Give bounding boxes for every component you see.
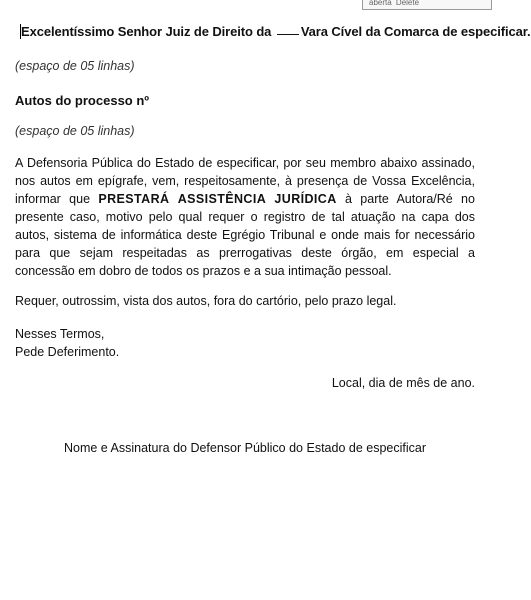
blank-line-field [277, 34, 299, 35]
heading-text-end: Vara Cível da Comarca de especificar. [300, 24, 531, 39]
spacing-note-1: (espaço de 05 linhas) [15, 59, 135, 73]
body-text-end: à parte Autora/Ré no presente caso, motivo pelo qual requer o registro de tal atuação na capa dos autos, sistema de informática deste Egrégio Tribunal e onde mais for necessário para que sejam respeitadas as prerrogativas deste órgão, em especial a concessão em dobro de todos os prazos e a sua intimação pessoal. [15, 192, 475, 278]
closing-line-2: Pede Deferimento. [15, 345, 120, 359]
body-paragraph [15, 154, 475, 280]
request-paragraph: Requer, outrossim, vista dos autos, fora do cartório, pelo prazo legal. [15, 294, 397, 308]
closing-line-1: Nesses Termos, [15, 327, 105, 341]
place-date-line: Local, dia de mês de ano. [331, 376, 475, 390]
toolbar-item-delete[interactable]: Delete [395, 0, 420, 7]
body-bold-phrase: PRESTARÁ ASSISTÊNCIA JURÍDICA [98, 192, 337, 206]
spacing-note-2: (espaço de 05 linhas) [15, 124, 135, 138]
signature-line: Nome e Assinatura do Defensor Público do Estado de especificar [63, 441, 426, 455]
document-heading[interactable] [20, 24, 531, 39]
process-label: Autos do processo nº [15, 93, 150, 108]
toolbar-strip[interactable] [362, 0, 492, 10]
body-text-start: A Defensoria Pública do Estado de especificar, por seu membro abaixo assinado, nos autos em epígrafe, vem, respeitosamente, à presença de Vossa Excelência, informar que [15, 156, 475, 206]
heading-text-start: Excelentíssimo Senhor Juiz de Direito da [21, 24, 272, 39]
toolbar-item-aberta[interactable]: aberta [369, 0, 392, 7]
